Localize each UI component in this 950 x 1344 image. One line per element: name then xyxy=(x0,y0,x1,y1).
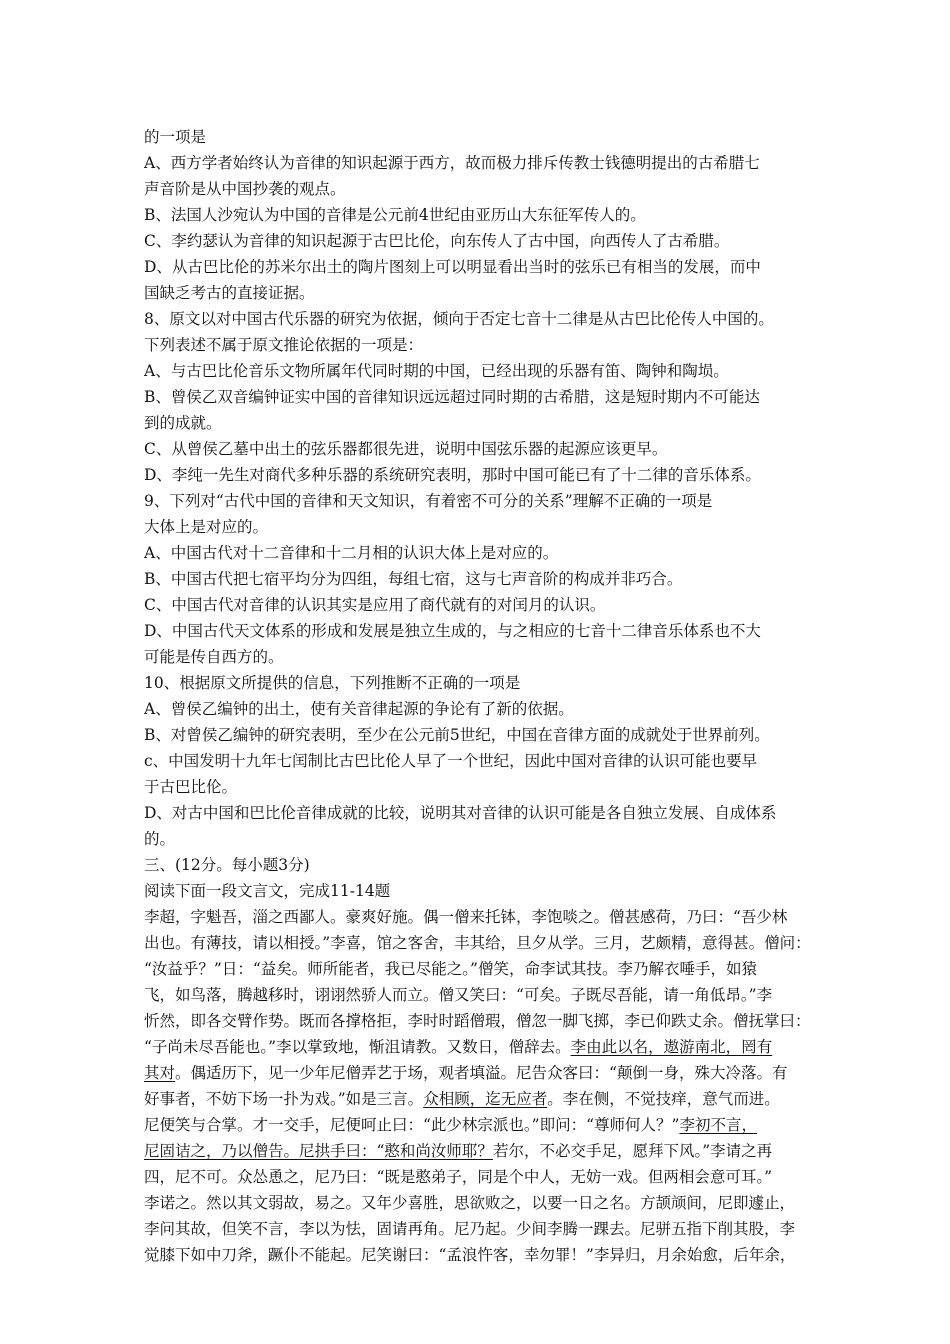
passage-line: 李诺之。然以其文弱故，易之。又年少喜胜，思欲败之，以要一日之名。方颉颃间，尼即遽止， xyxy=(144,1194,796,1212)
text-line: A、与古巴比伦音乐文物所属年代同时期的中国，已经出现的乐器有笛、陶钟和陶埙。 xyxy=(144,362,729,380)
underlined-phrase: 其对 xyxy=(144,1064,176,1082)
text-line: 可能是传自西方的。 xyxy=(144,648,284,666)
passage-line xyxy=(144,1086,814,1112)
text-line: 下列表述不属于原文推论依据的一项是： xyxy=(144,336,424,354)
text-line: 大体上是对应的。 xyxy=(144,518,269,536)
text-line: 到的成就。 xyxy=(144,414,222,432)
section-heading: 三、(12分。每小题3分) xyxy=(144,856,310,874)
passage-text: 若尔，不必交手足，愿拜下风。”李请之再 xyxy=(492,1142,773,1160)
text-line: 8、原文以对中国古代乐器的研究为依据，倾向于否定七音十二律是从古巴比伦传人中国的。 xyxy=(144,310,774,328)
text-line: A、中国古代对十二音律和十二月相的认识大体上是对应的。 xyxy=(144,544,559,562)
passage-line xyxy=(144,1060,814,1086)
text-line: 的。 xyxy=(144,830,176,848)
text-line: 阅读下面一段文言文，完成11-14题 xyxy=(144,882,391,900)
passage-line: 忻然，即各交臂作势。既而各撑格拒，李时时蹈僧瑕，僧忽一脚飞掷，李已仰跌丈余。僧抚掌曰： xyxy=(144,1012,811,1030)
text-line: D、对古中国和巴比伦音律成就的比较，说明其对音律的认识可能是各自独立发展、自成体系 xyxy=(144,804,777,822)
text-line: 9、下列对“古代中国的音律和天文知识，有着密不可分的关系”理解不正确的一项是 xyxy=(144,492,713,510)
passage-line xyxy=(144,1112,814,1138)
text-line: B、中国古代把七宿平均分为四组，每组七宿，这与七声音阶的构成并非巧合。 xyxy=(144,570,683,588)
text-line: B、法国人沙宛认为中国的音律是公元前4世纪由亚历山大东征军传人的。 xyxy=(144,206,646,224)
text-line: A、曾侯乙编钟的出土，使有关音律起源的争论有了新的依据。 xyxy=(144,700,574,718)
passage-text: 。偶适历下，见一少年尼僧弄艺于场，观者填溢。尼告众客曰：“颠倒一身，殊大冷落。有 xyxy=(175,1064,788,1082)
text-line: c、中国发明十九年七闰制比古巴比伦人早了一个世纪，因此中国对音律的认识可能也要早 xyxy=(144,752,758,770)
passage-line xyxy=(144,1138,814,1164)
text-line: 于古巴比伦。 xyxy=(144,778,238,796)
passage-line: 出也。有薄技，请以相授。”李喜，馆之客舍，丰其给，旦夕从学。三月，艺颇精，意得甚。僧问： xyxy=(144,934,811,952)
passage-text: “子尚未尽吾能也。”李以掌致地，惭沮请教。又数日，僧辞去。 xyxy=(144,1038,571,1056)
text-line: A、西方学者始终认为音律的知识起源于西方，故而极力排斥传教士钱德明提出的古希腊七 xyxy=(144,154,760,172)
underlined-phrase: 李初不言， xyxy=(679,1116,757,1134)
passage-text: 。李在侧，不觉技痒，意气而进。 xyxy=(547,1090,780,1108)
text-line: C、李约瑟认为音律的知识起源于古巴比伦，向东传人了古中国，向西传人了古希腊。 xyxy=(144,232,730,250)
text-line: 的一项是 xyxy=(144,128,207,146)
passage-text: 尼便笑与合掌。才一交手，尼便呵止曰：“此少林宗派也。”即问：“尊师何人？” xyxy=(144,1116,680,1134)
text-line: C、从曾侯乙墓中出土的弦乐器都很先进，说明中国弦乐器的起源应该更早。 xyxy=(144,440,668,458)
text-line: D、中国古代天文体系的形成和发展是独立生成的，与之相应的七音十二律音乐体系也不大 xyxy=(144,622,761,640)
passage-line: 四，尼不可。众怂恿之，尼乃曰：“既是憨弟子，同是个中人，无妨一戏。但两相会意可耳。” xyxy=(144,1168,773,1186)
text-line: D、从古巴比伦的苏米尔出土的陶片图刻上可以明显看出当时的弦乐已有相当的发展，而中 xyxy=(144,258,761,276)
text-line: D、李纯一先生对商代多种乐器的系统研究表明，那时中国可能已有了十二律的音乐体系。 xyxy=(144,466,761,484)
underlined-phrase: 众相顾，迄无应者 xyxy=(423,1090,548,1108)
text-line: 10、根据原文所提供的信息，下列推断不正确的一项是 xyxy=(144,674,521,692)
passage-line xyxy=(144,1034,814,1060)
passage-line: “汝益乎？”日：“益矣。师所能者，我已尽能之。”僧笑，命李试其技。李乃解衣唾手，如猿 xyxy=(144,960,757,978)
passage-line: 飞，如鸟落，腾越移时，诩诩然骄人而立。僧又笑曰：“可矣。子既尽吾能，请一角低昂。”李 xyxy=(144,986,773,1004)
passage-line: 李问其故，但笑不言，李以为怯，固请再角。尼乃起。少间李腾一踝去。尼骈五指下削其股，李 xyxy=(144,1220,796,1238)
underlined-phrase: 尼固诘之，乃以僧告。尼拱手曰：“憨和尚汝师耶？ xyxy=(144,1142,493,1160)
text-line: 声音阶是从中国抄袭的观点。 xyxy=(144,180,346,198)
text-line: C、中国古代对音律的认识其实是应用了商代就有的对闰月的认识。 xyxy=(144,596,606,614)
text-line: B、曾侯乙双音编钟证实中国的音律知识远远超过同时期的古希腊，这是短时期内不可能达 xyxy=(144,388,760,406)
text-line: 国缺乏考古的直接证据。 xyxy=(144,284,315,302)
passage-text: 好事者，不妨下场一扑为戏。”如是三言。 xyxy=(144,1090,424,1108)
passage-line: 李超，字魁吾，淄之西鄙人。豪爽好施。偶一僧来托钵，李饱啖之。僧甚感荷，乃曰：“吾少林 xyxy=(144,908,788,926)
passage-line: 觉膝下如中刀斧，蹶仆不能起。尼笑谢曰：“孟浪忤客，幸勿罪！”李异归，月余始愈，后年余， xyxy=(144,1246,796,1264)
underlined-phrase: 李由此以名，遨游南北，罔有 xyxy=(570,1038,773,1056)
text-line: B、对曾侯乙编钟的研究表明，至少在公元前5世纪，中国在音律方面的成就处于世界前列。 xyxy=(144,726,770,744)
